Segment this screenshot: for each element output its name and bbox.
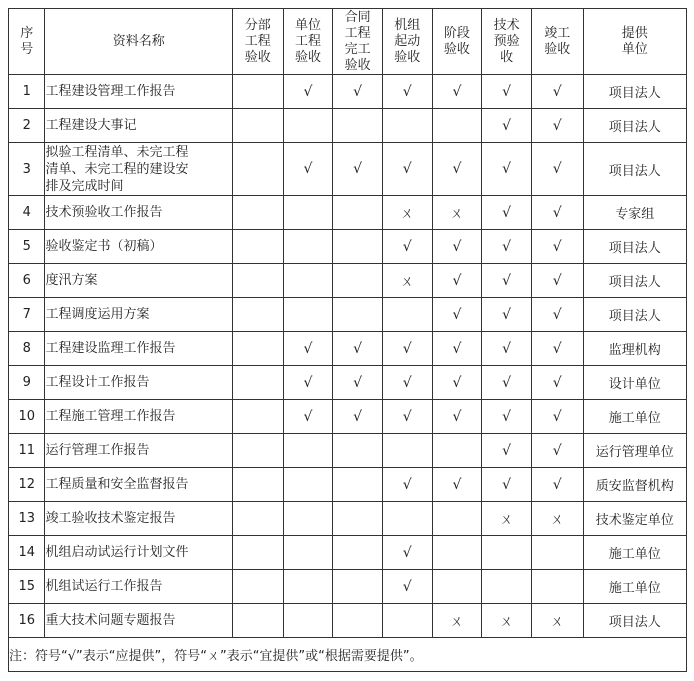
- row-number: 7: [9, 298, 45, 332]
- mark-jungong: √: [531, 75, 583, 109]
- mark-fenbu: [232, 298, 283, 332]
- row-number: 3: [9, 143, 45, 196]
- document-name: 工程建设大事记: [45, 109, 232, 143]
- mark-jieduan: √: [432, 264, 482, 298]
- header-hetong: 合同 工程 完工 验收: [333, 9, 383, 75]
- mark-danwei: √: [283, 75, 333, 109]
- mark-fenbu: [232, 230, 283, 264]
- mark-jizu: √: [382, 230, 432, 264]
- provider-unit: 项目法人: [583, 109, 686, 143]
- header-provider: 提供 单位: [583, 9, 686, 75]
- table-row: [9, 536, 687, 570]
- document-name: 度汛方案: [45, 264, 232, 298]
- mark-hetong: √: [333, 366, 383, 400]
- mark-jungong: ㄨ: [531, 502, 583, 536]
- mark-jishu: [482, 536, 532, 570]
- mark-jieduan: ㄨ: [432, 604, 482, 638]
- mark-hetong: [333, 264, 383, 298]
- mark-jieduan: [432, 434, 482, 468]
- mark-jungong: √: [531, 264, 583, 298]
- table-body: [9, 75, 687, 638]
- mark-jizu: [382, 109, 432, 143]
- mark-jishu: √: [482, 264, 532, 298]
- mark-jizu: √: [382, 332, 432, 366]
- mark-jishu: √: [482, 332, 532, 366]
- row-number: 13: [9, 502, 45, 536]
- mark-jishu: √: [482, 109, 532, 143]
- row-number: 1: [9, 75, 45, 109]
- row-number: 8: [9, 332, 45, 366]
- mark-hetong: [333, 196, 383, 230]
- document-name: 工程建设监理工作报告: [45, 332, 232, 366]
- mark-jizu: √: [382, 366, 432, 400]
- mark-jungong: √: [531, 366, 583, 400]
- table-row: [9, 75, 687, 109]
- table-row: [9, 143, 687, 196]
- mark-jizu: [382, 434, 432, 468]
- table-row: [9, 366, 687, 400]
- document-name: 工程质量和安全监督报告: [45, 468, 232, 502]
- row-number: 10: [9, 400, 45, 434]
- document-name: 工程施工管理工作报告: [45, 400, 232, 434]
- header-jishu: 技术 预验 收: [482, 9, 532, 75]
- provider-unit: 质安监督机构: [583, 468, 686, 502]
- provider-unit: 施工单位: [583, 400, 686, 434]
- mark-danwei: [283, 570, 333, 604]
- mark-jieduan: [432, 570, 482, 604]
- row-number: 9: [9, 366, 45, 400]
- mark-hetong: √: [333, 332, 383, 366]
- provider-unit: 项目法人: [583, 604, 686, 638]
- document-name: 运行管理工作报告: [45, 434, 232, 468]
- provider-unit: 施工单位: [583, 570, 686, 604]
- header-jieduan: 阶段 验收: [432, 9, 482, 75]
- document-table-wrapper: [8, 8, 687, 672]
- mark-jungong: √: [531, 468, 583, 502]
- mark-fenbu: [232, 143, 283, 196]
- row-number: 6: [9, 264, 45, 298]
- mark-jieduan: ㄨ: [432, 196, 482, 230]
- mark-jungong: √: [531, 230, 583, 264]
- header-jizu: 机组 起动 验收: [382, 9, 432, 75]
- table-row: [9, 109, 687, 143]
- provider-unit: 监理机构: [583, 332, 686, 366]
- document-name: 验收鉴定书（初稿）: [45, 230, 232, 264]
- header-seq: 序 号: [9, 9, 45, 75]
- mark-jishu: ㄨ: [482, 604, 532, 638]
- document-name: 机组试运行工作报告: [45, 570, 232, 604]
- mark-danwei: √: [283, 332, 333, 366]
- provider-unit: 项目法人: [583, 230, 686, 264]
- provider-unit: 技术鉴定单位: [583, 502, 686, 536]
- mark-hetong: [333, 570, 383, 604]
- table-header-row: [9, 9, 687, 75]
- mark-jieduan: √: [432, 332, 482, 366]
- mark-jishu: √: [482, 230, 532, 264]
- mark-fenbu: [232, 502, 283, 536]
- mark-jizu: [382, 298, 432, 332]
- row-number: 2: [9, 109, 45, 143]
- provider-unit: 设计单位: [583, 366, 686, 400]
- header-fenbu: 分部 工程 验收: [232, 9, 283, 75]
- row-number: 14: [9, 536, 45, 570]
- mark-jizu: √: [382, 468, 432, 502]
- document-name: 工程设计工作报告: [45, 366, 232, 400]
- mark-hetong: [333, 468, 383, 502]
- provider-unit: 施工单位: [583, 536, 686, 570]
- mark-jungong: √: [531, 298, 583, 332]
- mark-jungong: [531, 570, 583, 604]
- mark-fenbu: [232, 400, 283, 434]
- mark-jungong: √: [531, 196, 583, 230]
- mark-hetong: [333, 298, 383, 332]
- mark-jishu: √: [482, 298, 532, 332]
- mark-jishu: √: [482, 434, 532, 468]
- table-row: [9, 332, 687, 366]
- provider-unit: 项目法人: [583, 298, 686, 332]
- table-row: [9, 196, 687, 230]
- mark-jishu: √: [482, 400, 532, 434]
- mark-hetong: [333, 434, 383, 468]
- mark-jieduan: √: [432, 75, 482, 109]
- mark-danwei: √: [283, 400, 333, 434]
- mark-jizu: √: [382, 570, 432, 604]
- mark-fenbu: [232, 570, 283, 604]
- mark-fenbu: [232, 196, 283, 230]
- mark-hetong: √: [333, 143, 383, 196]
- row-number: 11: [9, 434, 45, 468]
- mark-jieduan: √: [432, 230, 482, 264]
- mark-fenbu: [232, 109, 283, 143]
- table-row: [9, 230, 687, 264]
- mark-jieduan: √: [432, 143, 482, 196]
- mark-jizu: √: [382, 143, 432, 196]
- mark-jieduan: [432, 502, 482, 536]
- table-row: [9, 468, 687, 502]
- table-row: [9, 298, 687, 332]
- row-number: 5: [9, 230, 45, 264]
- mark-hetong: [333, 604, 383, 638]
- mark-jieduan: √: [432, 468, 482, 502]
- mark-fenbu: [232, 366, 283, 400]
- document-name: 机组启动试运行计划文件: [45, 536, 232, 570]
- mark-jizu: √: [382, 400, 432, 434]
- mark-jungong: √: [531, 143, 583, 196]
- mark-jungong: [531, 536, 583, 570]
- mark-hetong: [333, 536, 383, 570]
- provider-unit: 专家组: [583, 196, 686, 230]
- document-name: 工程调度运用方案: [45, 298, 232, 332]
- mark-jishu: [482, 570, 532, 604]
- header-name: 资料名称: [45, 9, 232, 75]
- header-danwei: 单位 工程 验收: [283, 9, 333, 75]
- mark-hetong: √: [333, 75, 383, 109]
- document-name: 竣工验收技术鉴定报告: [45, 502, 232, 536]
- mark-danwei: [283, 230, 333, 264]
- provider-unit: 运行管理单位: [583, 434, 686, 468]
- mark-fenbu: [232, 604, 283, 638]
- mark-jungong: √: [531, 434, 583, 468]
- table-row: [9, 570, 687, 604]
- document-name: 工程建设管理工作报告: [45, 75, 232, 109]
- mark-fenbu: [232, 434, 283, 468]
- row-number: 16: [9, 604, 45, 638]
- document-name: 技术预验收工作报告: [45, 196, 232, 230]
- provider-unit: 项目法人: [583, 264, 686, 298]
- row-number: 15: [9, 570, 45, 604]
- mark-jungong: √: [531, 332, 583, 366]
- mark-jishu: ㄨ: [482, 502, 532, 536]
- mark-jizu: [382, 604, 432, 638]
- mark-danwei: [283, 604, 333, 638]
- mark-danwei: [283, 298, 333, 332]
- mark-danwei: √: [283, 366, 333, 400]
- table-row: [9, 502, 687, 536]
- mark-jishu: √: [482, 366, 532, 400]
- mark-hetong: [333, 109, 383, 143]
- mark-fenbu: [232, 332, 283, 366]
- mark-danwei: [283, 536, 333, 570]
- mark-hetong: √: [333, 400, 383, 434]
- provider-unit: 项目法人: [583, 75, 686, 109]
- mark-jieduan: √: [432, 366, 482, 400]
- provider-unit: 项目法人: [583, 143, 686, 196]
- mark-jungong: √: [531, 109, 583, 143]
- row-number: 12: [9, 468, 45, 502]
- table-row: [9, 400, 687, 434]
- mark-jishu: √: [482, 468, 532, 502]
- mark-jishu: √: [482, 143, 532, 196]
- mark-jungong: ㄨ: [531, 604, 583, 638]
- mark-danwei: [283, 434, 333, 468]
- mark-danwei: [283, 468, 333, 502]
- table-note: 注：符号“√”表示“应提供”，符号“ㄨ”表示“宜提供”或“根据需要提供”。: [9, 638, 687, 672]
- mark-danwei: [283, 264, 333, 298]
- mark-jizu: √: [382, 536, 432, 570]
- acceptance-documents-table: [8, 8, 687, 672]
- mark-jizu: ㄨ: [382, 264, 432, 298]
- mark-jieduan: √: [432, 400, 482, 434]
- header-jungong: 竣工 验收: [531, 9, 583, 75]
- mark-jieduan: √: [432, 298, 482, 332]
- mark-jieduan: [432, 109, 482, 143]
- mark-fenbu: [232, 536, 283, 570]
- mark-danwei: [283, 502, 333, 536]
- row-number: 4: [9, 196, 45, 230]
- mark-hetong: [333, 502, 383, 536]
- table-row: [9, 264, 687, 298]
- mark-jizu: ㄨ: [382, 196, 432, 230]
- mark-hetong: [333, 230, 383, 264]
- document-name: 拟验工程清单、未完工程 清单、未完工程的建设安 排及完成时间: [45, 143, 232, 196]
- note-row: [9, 638, 687, 672]
- mark-fenbu: [232, 264, 283, 298]
- mark-jishu: √: [482, 196, 532, 230]
- mark-danwei: [283, 196, 333, 230]
- mark-danwei: [283, 109, 333, 143]
- mark-fenbu: [232, 75, 283, 109]
- mark-fenbu: [232, 468, 283, 502]
- table-row: [9, 604, 687, 638]
- mark-jizu: [382, 502, 432, 536]
- mark-jizu: √: [382, 75, 432, 109]
- table-row: [9, 434, 687, 468]
- document-name: 重大技术问题专题报告: [45, 604, 232, 638]
- mark-jishu: √: [482, 75, 532, 109]
- mark-danwei: √: [283, 143, 333, 196]
- mark-jungong: √: [531, 400, 583, 434]
- mark-jieduan: [432, 536, 482, 570]
